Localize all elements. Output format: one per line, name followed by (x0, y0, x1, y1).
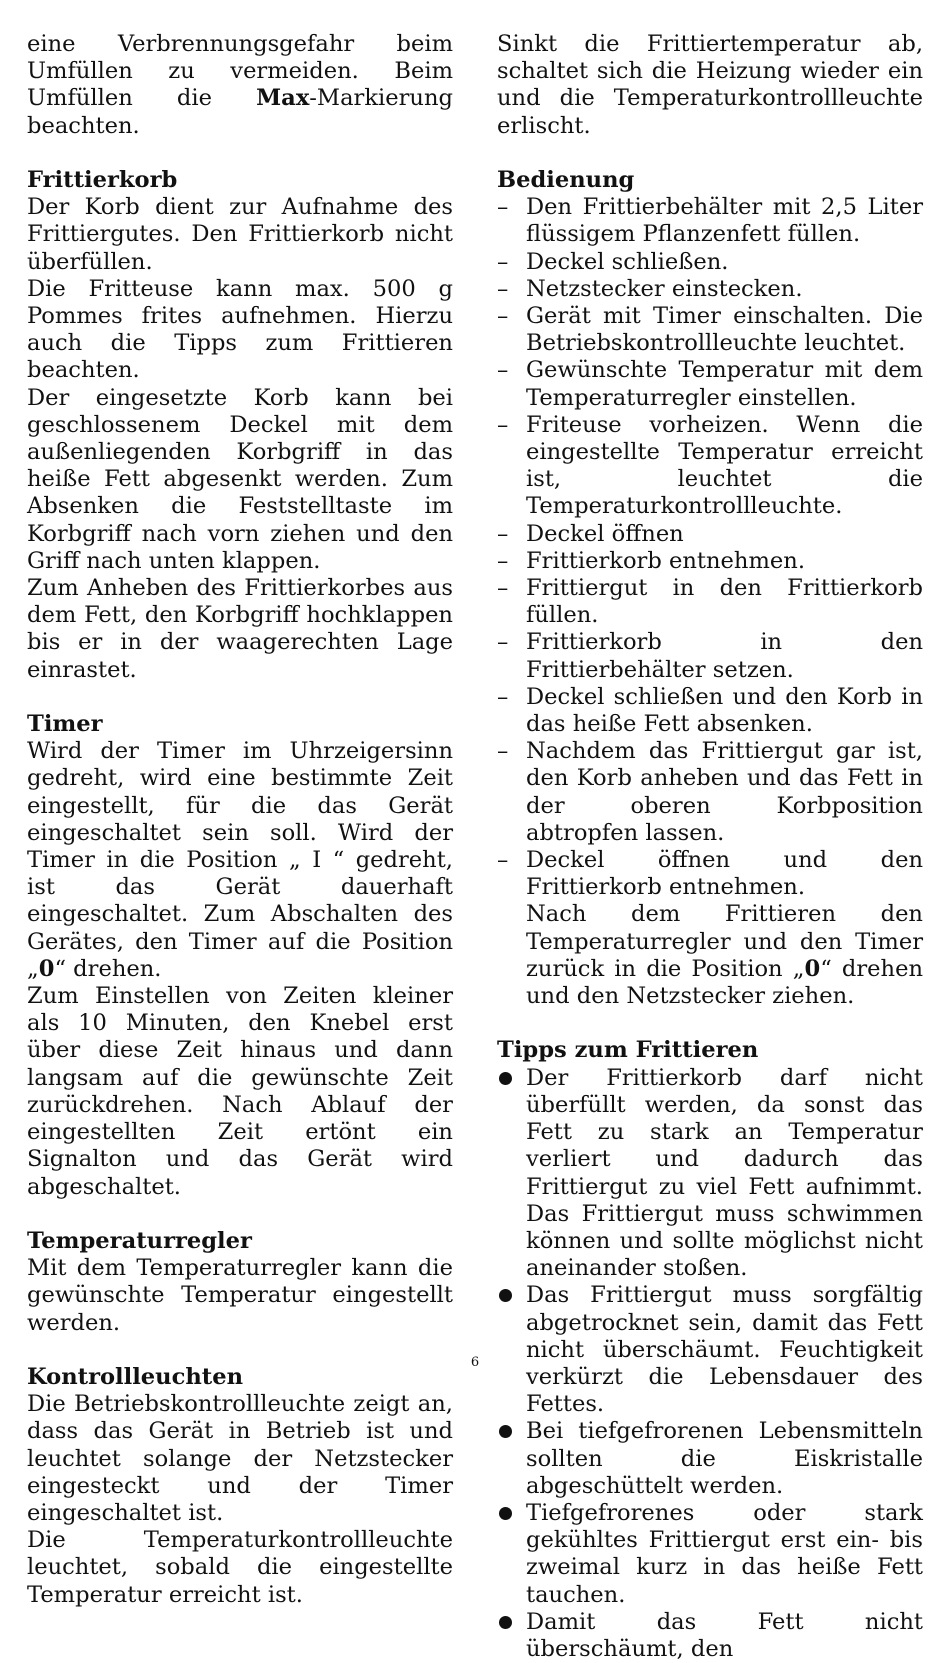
dash-marker: – (497, 547, 509, 574)
heading-bedienung: Bedienung (497, 167, 635, 193)
paragraph: Der Korb dient zur Aufnahme des Frittiergutes. Den Frittierkorb nicht überfüllen. (27, 194, 453, 275)
list-item: – Frittierkorb in den Frittierbehälter setzen. (497, 629, 923, 683)
list-item: Bei tiefgefrorenen Lebensmitteln sollten die Eiskristalle abgeschüttelt werden. (526, 1418, 923, 1499)
paragraph: Wird der Timer im Uhrzeigersinn gedreht, wird eine bestimmte Zeit eingestellt, für die das Gerät eingeschaltet sein soll. Wird der Timer in die Position „ I “ gedreht, ist das Gerät dauerhaft eingeschaltet. Zum Abschalten des Gerätes, den Timer auf die Position „0“ drehen. (27, 738, 453, 982)
section-bedienung (497, 167, 923, 1010)
list-item: – Gerät mit Timer einschalten. Die Betriebskontrollleuchte leuchtet. (497, 303, 923, 357)
paragraph: Zum Einstellen von Zeiten kleiner als 10 Minuten, den Knebel erst über diese Zeit hinaus und dann langsam auf die gewünschte Zeit zurückdrehen. Nach Ablauf der eingestellten Zeit ertönt ein Signalton und das Gerät wird abgeschaltet. (27, 983, 453, 1200)
heading-timer: Timer (27, 711, 103, 738)
heading-frittierkorb: Frittierkorb (27, 167, 178, 193)
dash-marker: – (497, 738, 509, 765)
left-column (27, 31, 453, 1609)
dash-marker: – (497, 194, 509, 221)
dash-marker: – (497, 575, 509, 602)
bedienung-closing-paragraph: Nach dem Frittieren den Temperaturregler und den Timer zurück in die Position „0“ drehen und den Netzstecker ziehen. (526, 901, 923, 1010)
list-item: – Frittiergut in den Frittierkorb füllen. (497, 575, 923, 629)
list-item: Der Frittierkorb darf nicht überfüllt werden, da sonst das Fett zu stark an Temperatur verliert und dadurch das Frittiergut zu viel Fett aufnimmt. Das Frittiergut muss schwimmen können und sollte möglichst nicht aneinander stoßen. (526, 1064, 923, 1282)
list-item: – Deckel schließen. (497, 248, 729, 275)
section-tipps (497, 1037, 923, 1663)
paragraph: Die Betriebskontrollleuchte zeigt an, dass das Gerät in Betrieb ist und leuchtet solange der Netzstecker eingesteckt und der Timer eingeschaltet ist. (27, 1391, 453, 1526)
list-item: – Friteuse vorheizen. Wenn die eingestellte Temperatur erreicht ist, leuchtet die Temperaturkontrollleuchte. (497, 411, 923, 520)
dash-marker: – (497, 629, 509, 656)
heading-temperaturregler: Temperaturregler (27, 1227, 252, 1254)
section-frittierkorb (27, 167, 453, 684)
dash-marker: – (497, 275, 509, 302)
section-kontrollleuchten (27, 1364, 453, 1609)
list-item: – Netzstecker einstecken. (497, 275, 803, 302)
list-item: Das Frittiergut muss sorgfältig abgetrocknet sein, damit das Fett nicht überschäumt. Feuchtigkeit verkürzt die Lebensdauer des Fettes. (526, 1282, 923, 1418)
bedienung-list (497, 194, 923, 901)
list-item: – Den Frittierbehälter mit 2,5 Liter flüssigem Pflanzenfett füllen. (497, 194, 923, 248)
list-item: – Deckel schließen und den Korb in das heiße Fett absenken. (497, 683, 923, 738)
dash-marker: – (497, 303, 509, 330)
list-item: – Gewünschte Temperatur mit dem Temperaturregler einstellen. (497, 357, 923, 411)
paragraph: Zum Anheben des Frittierkorbes aus dem Fett, den Korbgriff hochklappen bis er in der waagerechten Lage einrastet. (27, 575, 453, 683)
section-timer (27, 711, 453, 1201)
list-item: – Deckel öffnen und den Frittierkorb entnehmen. (497, 847, 923, 901)
list-item: – Deckel öffnen (497, 520, 684, 547)
dash-marker: – (497, 248, 509, 275)
list-item: Tiefgefrorenes oder stark gekühltes Frittiergut erst ein- bis zweimal kurz in das heiße Fett tauchen. (526, 1499, 923, 1608)
right-column (497, 31, 923, 1663)
dash-marker: – (497, 357, 509, 384)
paragraph: Mit dem Temperaturregler kann die gewünschte Temperatur eingestellt werden. (27, 1255, 453, 1336)
dash-marker: – (497, 411, 509, 438)
dash-marker: – (497, 847, 509, 874)
paragraph: Die Fritteuse kann max. 500 g Pommes frites aufnehmen. Hierzu auch die Tipps zum Frittieren beachten. (27, 275, 453, 384)
list-item: – Frittierkorb entnehmen. (497, 547, 806, 574)
dash-marker: – (497, 683, 509, 710)
dash-marker: – (497, 520, 509, 547)
paragraph: Die Temperaturkontrollleuchte leuchtet, sobald die eingestellte Temperatur erreicht ist. (27, 1527, 453, 1608)
intro-paragraph: eine Verbrennungsgefahr beim Umfüllen zu vermeiden. Beim Umfüllen die Max-Markierung beachten. (27, 31, 453, 139)
intro-paragraph: Sinkt die Frittiertemperatur ab, schaltet sich die Heizung wieder ein und die Temperaturkontrollleuchte erlischt. (497, 31, 923, 139)
list-item: Damit das Fett nicht überschäumt, den (526, 1608, 923, 1662)
section-temperaturregler (27, 1228, 453, 1337)
paragraph: Der eingesetzte Korb kann bei geschlossenem Deckel mit dem außenliegenden Korbgriff in das heiße Fett abgesenkt werden. Zum Absenken die Feststelltaste im Korbgriff nach vorn ziehen und den Griff nach unten klappen. (27, 384, 453, 574)
list-item: – Nachdem das Frittiergut gar ist, den Korb anheben und das Fett in der oberen Korbposition abtropfen lassen. (497, 738, 923, 846)
page-number: 6 (470, 1355, 480, 1370)
heading-kontrollleuchten: Kontrollleuchten (27, 1363, 244, 1390)
heading-tipps: Tipps zum Frittieren (497, 1037, 759, 1064)
